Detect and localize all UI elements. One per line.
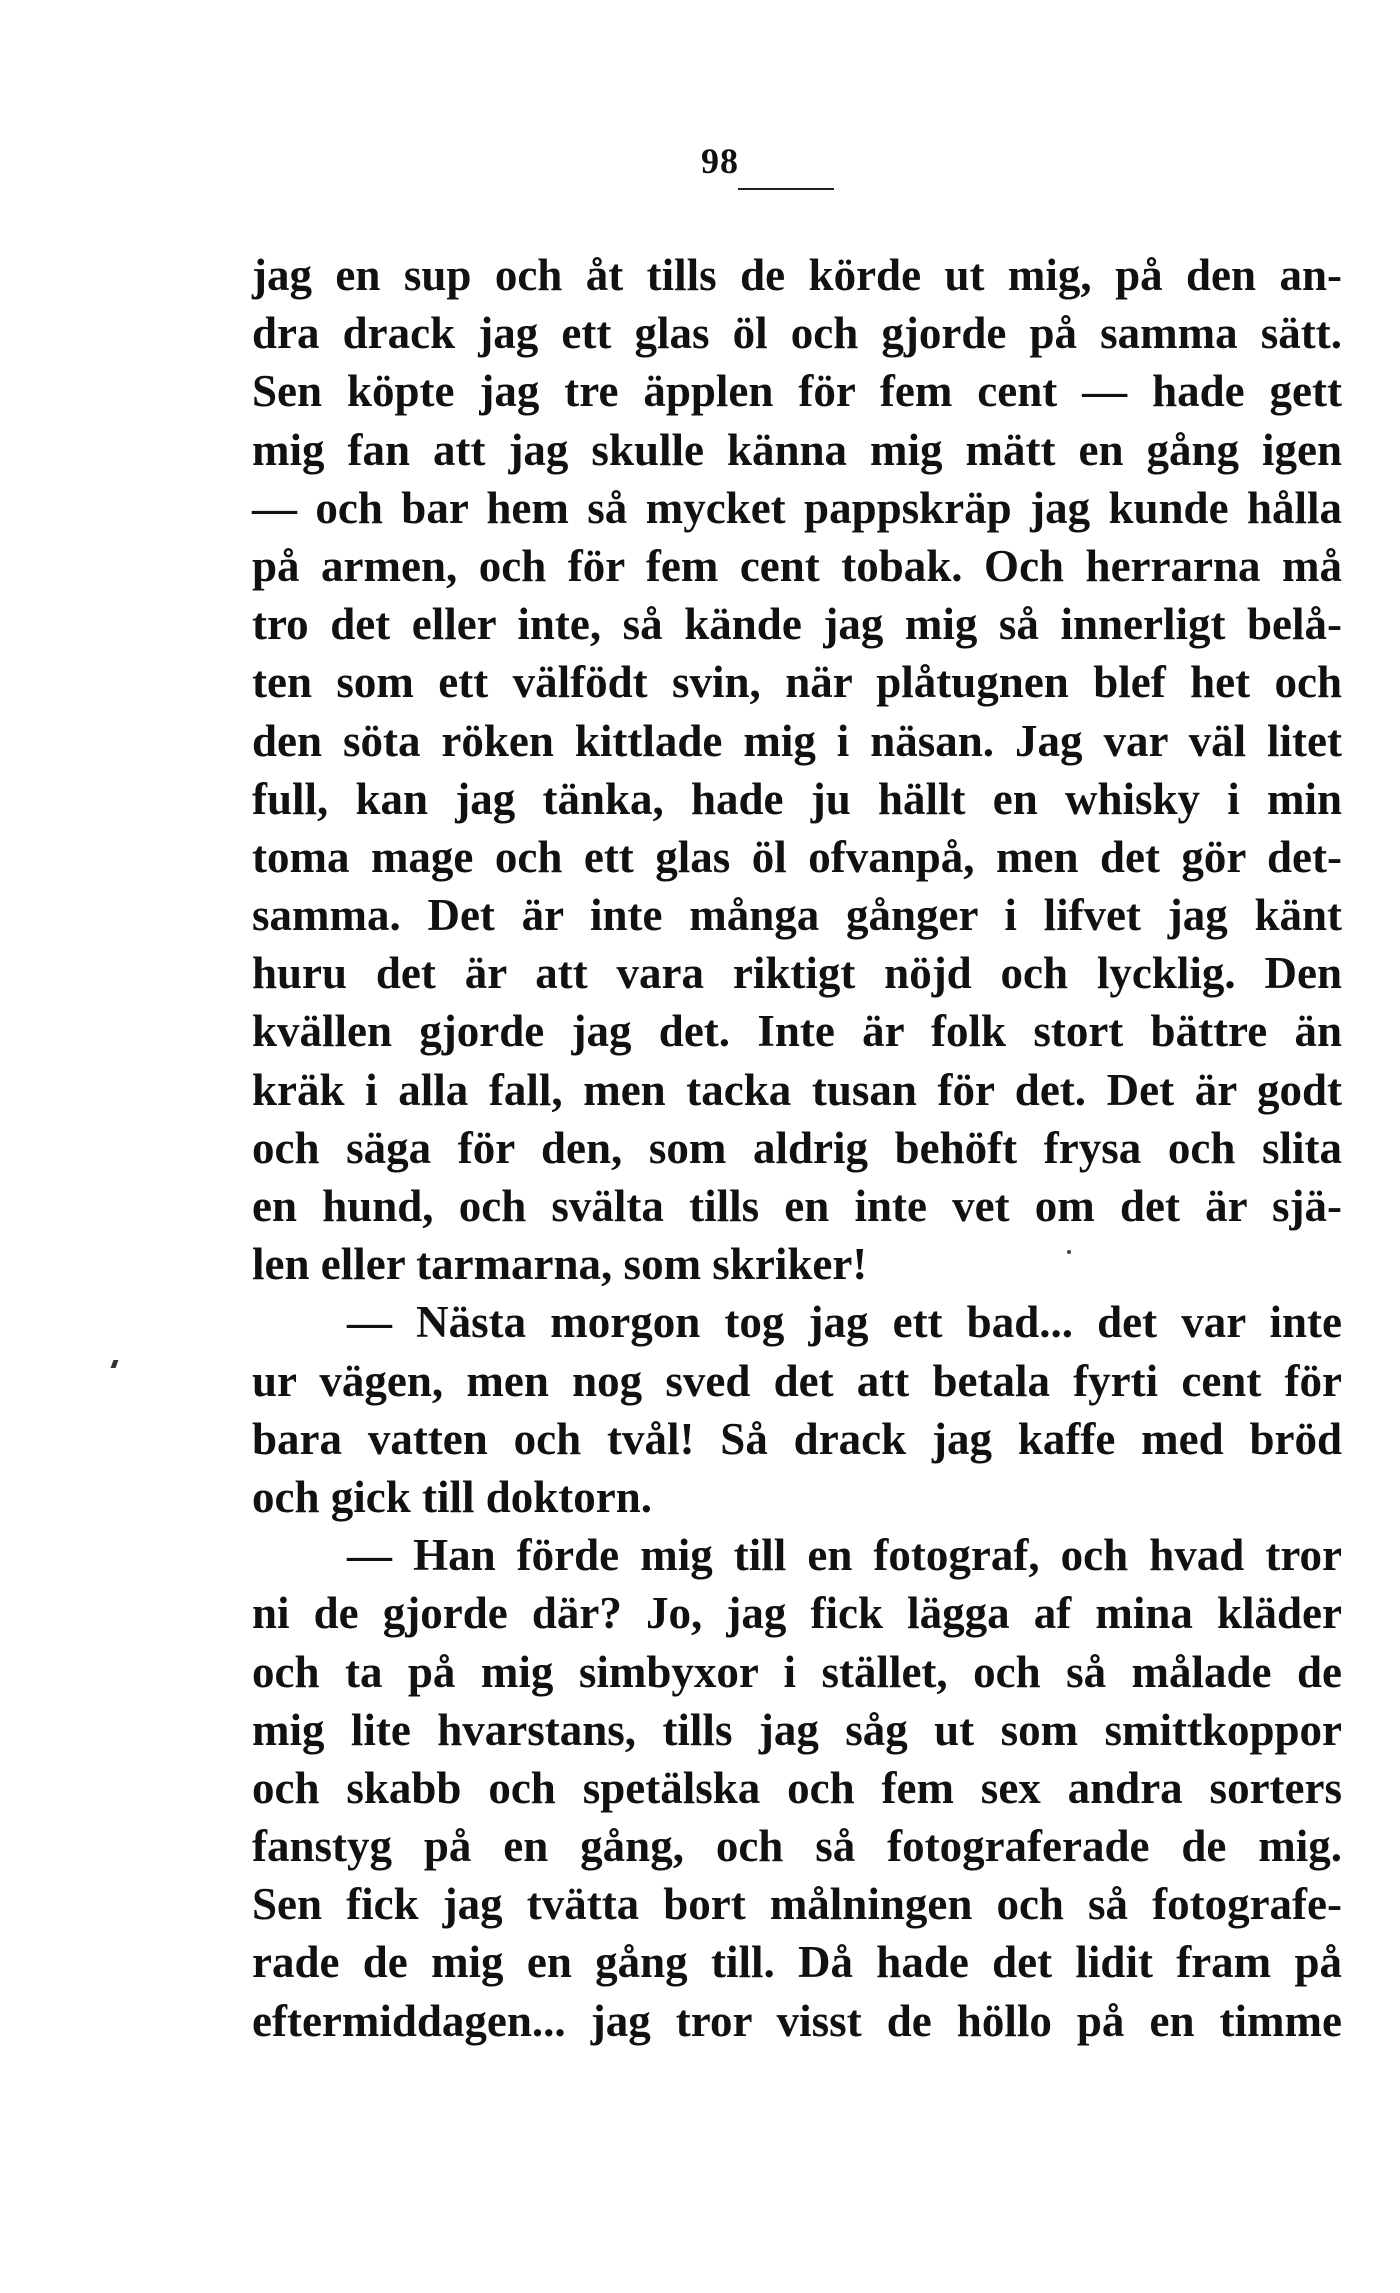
- text-line: huru det är att vara riktigt nöjd och lycklig. Den: [252, 948, 1342, 999]
- text-line: toma mage och ett glas öl ofvanpå, men det gör det-: [252, 831, 1342, 882]
- text-line: och skabb och spetälska och fem sex andra sorters: [252, 1762, 1342, 1813]
- text-line: en hund, och svälta tills en inte vet om det är sjä-: [252, 1181, 1342, 1231]
- text-line: len eller tarmarna, som skriker!: [252, 1239, 868, 1290]
- text-line: och gick till doktorn.: [252, 1471, 653, 1522]
- text-line: rade de mig en gång till. Då hade det lidit fram på: [252, 1937, 1342, 1988]
- text-line: Sen köpte jag tre äpplen för fem cent — hade gett: [252, 366, 1342, 417]
- text-line: fanstyg på en gång, och så fotograferade de mig.: [252, 1821, 1342, 1872]
- text-line: ten som ett välfödt svin, när plåtugnen blef het och: [252, 657, 1342, 708]
- text-line: samma. Det är inte många gånger i lifvet jag känt: [252, 890, 1342, 941]
- text-line: jag en sup och åt tills de körde ut mig, på den an-: [252, 250, 1342, 300]
- text-line: kräk i alla fall, men tacka tusan för det. Det är godt: [252, 1064, 1342, 1115]
- text-line: tro det eller inte, så kände jag mig så innerligt belå-: [252, 599, 1342, 650]
- text-line: den söta röken kittlade mig i näsan. Jag var väl litet: [252, 715, 1342, 766]
- text-line: ni de gjorde där? Jo, jag fick lägga af mina kläder: [252, 1588, 1342, 1639]
- page-number-rule: [738, 188, 834, 190]
- text-line: — Han förde mig till en fotograf, och hvad tror: [347, 1530, 1342, 1581]
- text-line: kvällen gjorde jag det. Inte är folk stort bättre än: [252, 1006, 1342, 1057]
- text-line: och säga för den, som aldrig behöft frysa och slita: [252, 1122, 1342, 1173]
- text-line: mig lite hvarstans, tills jag såg ut som smittkoppor: [252, 1704, 1342, 1755]
- text-line: Sen fick jag tvätta bort målningen och så fotografe-: [252, 1879, 1342, 1930]
- text-line: dra drack jag ett glas öl och gjorde på samma sätt.: [252, 308, 1342, 359]
- text-line: full, kan jag tänka, hade ju hällt en whisky i min: [252, 773, 1342, 824]
- text-line: — Nästa morgon tog jag ett bad... det var inte: [347, 1297, 1342, 1348]
- page-number: 98: [701, 141, 739, 181]
- text-line: — och bar hem så mycket pappskräp jag kunde hålla: [252, 482, 1342, 533]
- body-text: [252, 246, 1342, 2050]
- text-line: eftermiddagen... jag tror visst de höllo på en timme: [252, 1995, 1342, 2046]
- text-line: och ta på mig simbyxor i stället, och så målade de: [252, 1646, 1342, 1697]
- text-line: bara vatten och tvål! Så drack jag kaffe med bröd: [252, 1413, 1342, 1464]
- text-line: ur vägen, men nog sved det att betala fyrti cent för: [252, 1355, 1342, 1406]
- text-line: på armen, och för fem cent tobak. Och herrarna må: [252, 540, 1342, 591]
- print-speck: [1067, 1250, 1071, 1254]
- text-line: mig fan att jag skulle känna mig mätt en gång igen: [252, 424, 1342, 475]
- margin-mark: [111, 1360, 119, 1368]
